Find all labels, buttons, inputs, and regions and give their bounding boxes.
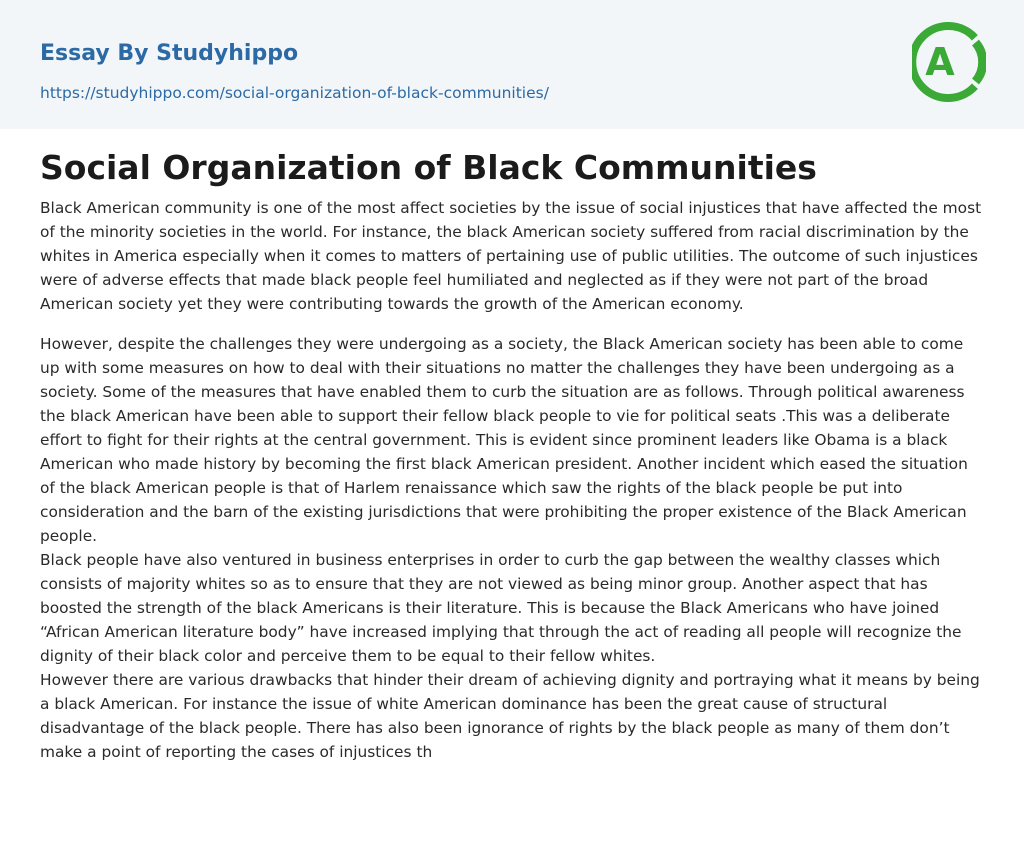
site-brand[interactable]: Essay By Studyhippo — [40, 41, 299, 66]
article — [40, 146, 986, 764]
article-paragraph: Black American community is one of the most affect societies by the issue of social injustices that have affected the most of the minority societies in the world. For instance, the black American society suffered from racial discrimination by the whites in America especially when it comes to matters of pertaining use of public utilities. The outcome of such injustices were of adverse effects that made black people feel humiliated and neglected as if they were not part of the broad American society yet they were contributing towards the growth of the American economy. — [40, 199, 982, 313]
studyhippo-logo-icon[interactable] — [912, 18, 986, 106]
article-paragraph: Black people have also ventured in business enterprises in order to curb the gap between the wealthy classes which consists of majority whites so as to ensure that they are not viewed as being minor group. Another aspect that has boosted the strength of the black Americans is their literature. This is because the Black Americans who have joined “African American literature body” have increased implying that through the act of reading all people will recognize the dignity of their black color and perceive them to be equal to their fellow whites. — [40, 551, 962, 665]
article-url-link[interactable]: https://studyhippo.com/social-organization-of-black-communities/ — [40, 84, 549, 102]
logo-letter: A — [925, 40, 955, 84]
site-header — [0, 0, 1024, 129]
article-paragraph: However, despite the challenges they were undergoing as a society, the Black American society has been able to come up with some measures on how to deal with their situations no matter the challenges they have been undergoing as a society. Some of the measures that have enabled them to curb the situation are as follows. Through political awareness the black American have been able to support their fellow black people to vie for political seats .This was a deliberate effort to fight for their rights at the central government. This is evident since prominent leaders like Obama is a black American who made history by becoming the first black American president. Another incident which eased the situation of the black American people is that of Harlem renaissance which saw the rights of the black people be put into consideration and the barn of the existing jurisdictions that were prohibiting the proper existence of the Black American people. — [40, 335, 968, 545]
article-paragraph: However there are various drawbacks that hinder their dream of achieving dignity and portraying what it means by being a black American. For instance the issue of white American dominance has been the great cause of structural disadvantage of the black people. There has also been ignorance of rights by the black people as many of them don’t make a point of reporting the cases of injustices th — [40, 671, 980, 761]
article-title: Social Organization of Black Communities — [40, 148, 817, 187]
